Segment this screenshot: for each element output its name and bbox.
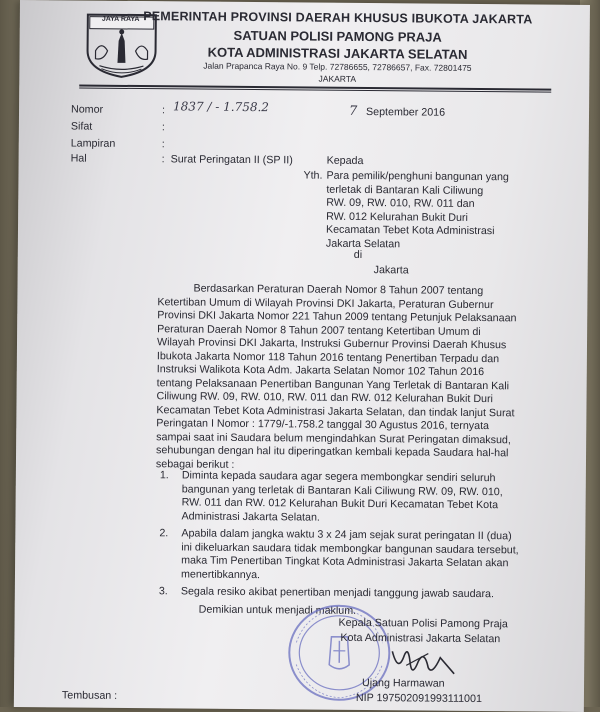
hal-value: Surat Peringatan II (SP II) xyxy=(170,153,293,167)
recipient-line: Para pemilik/penghuni bangunan yang xyxy=(326,169,509,184)
letter-page xyxy=(14,0,590,712)
paragraph-line: Peringatan I Nomor : 1779/-1.758.2 tanggal 30 Agustus 2016, ternyata xyxy=(156,417,490,433)
letterhead-city-name: JAKARTA xyxy=(318,73,357,84)
paragraph-line: Berdasarkan Peraturan Daerah Nomor 8 Tahun 2007 tentang xyxy=(193,282,484,298)
recipient-line: Kecamatan Tebet Kota Administrasi xyxy=(325,223,495,238)
nomor-value: 1837 / - 1.758.2 xyxy=(173,99,270,115)
body-paragraph xyxy=(156,282,517,474)
recipient-yth: Yth. xyxy=(303,169,323,182)
letterhead-government: PEMERINTAH PROVINSI DAERAH KHUSUS IBUKOTA JAKARTA xyxy=(143,9,533,27)
list-item xyxy=(181,469,502,526)
recipient-kepada: Kepada xyxy=(326,154,364,168)
date-month-year: September 2016 xyxy=(365,106,446,119)
lampiran-label: Lampiran xyxy=(70,137,116,150)
paragraph-line: Ibukota Jakarta Nomor 118 Tahun 2016 tentang Penertiban Terpadu dan xyxy=(156,349,500,365)
item-line: ini dikeluarkan saudara tidak membongkar bangunan saudara tersebut, xyxy=(181,540,519,556)
hal-label: Hal xyxy=(70,152,87,165)
paragraph-line: Peraturan Daerah Nomor 8 Tahun 2007 tentang Ketertiban Umum di xyxy=(157,322,481,338)
logo-text: JAYA RAYA xyxy=(101,15,140,24)
hal-colon: : xyxy=(161,153,165,166)
paragraph-line: Ciliwung RW. 09, RW. 010, RW. 011 dan RW. 012 Kelurahan Bukit Duri xyxy=(156,390,494,406)
recipient-di: di xyxy=(353,248,363,261)
recipient-line: Jakarta Selatan xyxy=(325,237,401,250)
recipient-line: terletak di Bantaran Kali Ciliwung xyxy=(326,183,484,197)
item-line: Segala resiko akibat penertiban menjadi tanggung jawab saudara. xyxy=(180,585,495,601)
item-line: menertibkannya. xyxy=(180,567,261,581)
sifat-label: Sifat xyxy=(70,120,93,133)
date-day: 7 xyxy=(348,103,358,119)
paragraph-line: sehubungan dengan hal itu diperingatkan kembali kepada Saudara hal-hal xyxy=(156,444,509,460)
letterhead-address: Jalan Prapanca Raya No. 9 Telp. 72786655, 72786657, Fax. 72801475 xyxy=(203,60,472,73)
list-item xyxy=(181,527,519,584)
paragraph-line: Instruksi Walikota Kota Adm. Jakarta Selatan Nomor 102 Tahun 2016 xyxy=(156,363,485,379)
item-line: maka Tim Penertiban Tingkat Kota Administrasi Jakarta Selatan akan xyxy=(181,554,509,570)
paragraph-line: Wilayah Provinsi DKI Jakarta, Instruksi Gubernur Provinsi Daerah Khusus xyxy=(156,336,507,352)
item-line: bangunan yang terletak di Bantaran Kali Ciliwung RW. 09, RW. 010, xyxy=(181,482,503,498)
recipient-city: Jakarta xyxy=(373,264,409,277)
letterhead-city: KOTA ADMINISTRASI JAKARTA SELATAN xyxy=(207,44,468,62)
recipient-line: RW. 012 Kelurahan Bukit Duri xyxy=(326,210,468,224)
paragraph-line: sebagai berikut : xyxy=(155,457,235,471)
signature-title-1: Kepala Satuan Polisi Pamong Praja xyxy=(338,616,508,631)
nomor-colon: : xyxy=(161,104,166,117)
paragraph-line: tentang Pelaksanaan Penertiban Bangunan Yang Terletak di Bantaran Kali xyxy=(156,376,510,392)
item-line: Administrasi Jakarta Selatan. xyxy=(181,509,320,524)
closing-sentence: Demikian untuk menjadi maklum. xyxy=(198,603,357,617)
sifat-colon: : xyxy=(161,121,165,134)
paragraph-line: Kecamatan Tebet Kota Administrasi Jakarta Selatan, dan tindak lanjut Surat xyxy=(156,403,515,419)
paragraph-line: sampai saat ini Saudara belum mengindahkan Surat Peringatan dimaksud, xyxy=(156,430,511,446)
item-line: RW. 011 dan RW. 012 Kelurahan Bukit Duri Kecamatan Tebet Kota xyxy=(181,496,499,512)
item-number: 3. xyxy=(158,585,168,598)
signature-title-2: Kota Administrasi Jakarta Selatan xyxy=(340,631,501,646)
list-item xyxy=(181,585,494,601)
lampiran-colon: : xyxy=(161,138,165,151)
recipient-address xyxy=(326,170,509,253)
item-line: Diminta kepada saudara agar segera membongkar sendiri seluruh xyxy=(181,469,496,485)
handwritten-signature-icon xyxy=(388,643,458,680)
signatory-nip: NIP 197502091993111001 xyxy=(355,691,482,706)
tembusan-label: Tembusan : xyxy=(61,689,118,702)
paragraph-line: Ketertiban Umum di Wilayah Provinsi DKI Jakarta, Peraturan Gubernur xyxy=(157,295,494,311)
item-number: 2. xyxy=(159,527,169,540)
paragraph-line: Provinsi DKI Jakarta Nomor 221 Tahun 2009 tentang Petunjuk Pelaksanaan xyxy=(157,309,517,325)
item-line: Apabila dalam jangka waktu 3 x 24 jam sejak surat peringatan II (dua) xyxy=(181,527,512,543)
letterhead-agency: SATUAN POLISI PAMONG PRAJA xyxy=(233,27,442,45)
signatory-name: Ujang Harmawan xyxy=(362,677,445,690)
item-number: 1. xyxy=(159,469,169,482)
nomor-label: Nomor xyxy=(70,103,104,116)
recipient-line: RW. 09, RW. 010, RW. 011 dan xyxy=(326,196,475,210)
